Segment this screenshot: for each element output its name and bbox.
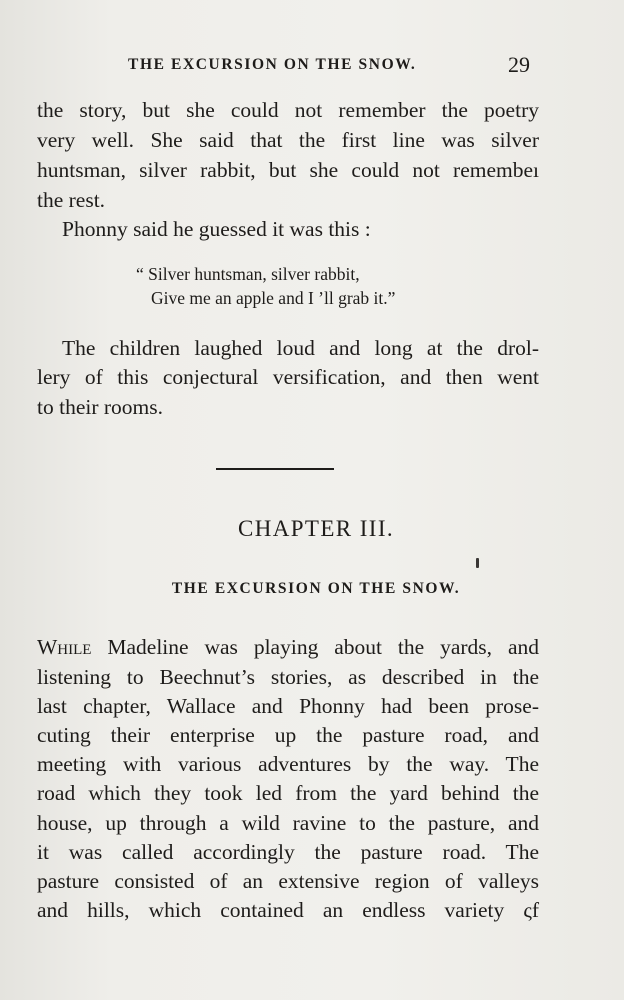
text-line: last chapter, Wallace and Phonny had been prose-: [37, 694, 539, 718]
text-line: The children laughed loud and long at the drol-: [62, 336, 539, 360]
verse-line: Give me an apple and I ’ll grab it.”: [151, 288, 396, 308]
running-title: THE EXCURSION ON THE SNOW.: [128, 56, 417, 73]
verse-line: “ Silver huntsman, silver rabbit,: [136, 264, 360, 284]
opening-word: While: [37, 635, 92, 659]
text-line: cuting their enterprise up the pasture road, and: [37, 723, 539, 747]
text-line: and hills, which contained an endless variety ςf: [37, 898, 539, 922]
page-number: 29: [508, 52, 530, 77]
text-line: lery of this conjectural versification, and then went: [37, 365, 539, 389]
text-line: listening to Beechnut’s stories, as described in the: [37, 665, 539, 689]
text-line: Phonny said he guessed it was this :: [62, 217, 371, 241]
text-line: to their rooms.: [37, 395, 163, 419]
text-line: it was called accordingly the pasture road. The: [37, 840, 539, 864]
section-divider: [216, 468, 334, 470]
text-span: Madeline was playing about the yards, and: [91, 635, 539, 659]
chapter-heading: CHAPTER III.: [237, 516, 395, 541]
text-line: pasture consisted of an extensive region of valleys: [37, 869, 539, 893]
chapter-subtitle: THE EXCURSION ON THE SNOW.: [171, 580, 461, 597]
running-head: [0, 52, 624, 82]
text-line: [37, 632, 539, 662]
text-line: very well. She said that the first line was silver: [37, 128, 539, 152]
text-line: house, up through a wild ravine to the pasture, and: [37, 811, 539, 835]
text-line: the rest.: [37, 188, 106, 212]
text-line: meeting with various adventures by the way. The: [37, 752, 539, 776]
print-speck: [476, 558, 479, 568]
text-line: the story, but she could not remember the poetry: [37, 98, 539, 122]
text-line: huntsman, silver rabbit, but she could not remembeı: [37, 158, 539, 182]
text-line: road which they took led from the yard behind the: [37, 781, 539, 805]
